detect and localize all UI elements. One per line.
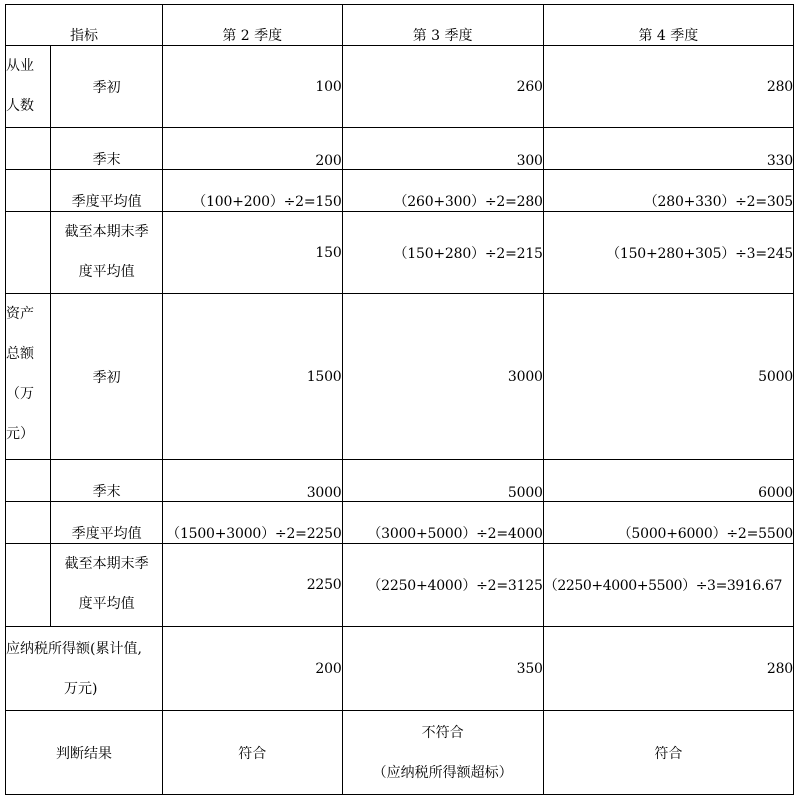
table-cell: 300 bbox=[342, 128, 543, 170]
table-cell: （2250+4000+5500）÷3=3916.67 bbox=[543, 544, 793, 627]
judgement-label: 判断结果 bbox=[6, 711, 163, 795]
table-row bbox=[6, 544, 794, 627]
table-row bbox=[6, 711, 794, 795]
empty-category-cell bbox=[6, 502, 51, 544]
table-row bbox=[6, 294, 794, 460]
table-cell: （5000+6000）÷2=5500 bbox=[543, 502, 793, 544]
table-cell: （1500+3000）÷2=2250 bbox=[163, 502, 343, 544]
empty-category-cell bbox=[6, 460, 51, 502]
q2-header: 第 2 季度 bbox=[163, 5, 343, 46]
table-cell: 1500 bbox=[163, 294, 343, 460]
row-label: 截至本期末季 度平均值 bbox=[51, 212, 163, 294]
table-cell: 100 bbox=[163, 46, 343, 128]
row-label: 季度平均值 bbox=[51, 502, 163, 544]
table-cell: 260 bbox=[342, 46, 543, 128]
table-row bbox=[6, 128, 794, 170]
row-label: 季初 bbox=[51, 46, 163, 128]
row-label: 季末 bbox=[51, 460, 163, 502]
table-cell: 350 bbox=[342, 627, 543, 711]
table-row bbox=[6, 212, 794, 294]
empty-category-cell bbox=[6, 212, 51, 294]
table-cell: （260+300）÷2=280 bbox=[342, 170, 543, 212]
assets-category-label: 资产 总额 （万 元） bbox=[6, 294, 51, 460]
table-cell: 5000 bbox=[543, 294, 793, 460]
table-cell: 6000 bbox=[543, 460, 793, 502]
table-cell: （100+200）÷2=150 bbox=[163, 170, 343, 212]
table-cell: 280 bbox=[543, 46, 793, 128]
empty-category-cell bbox=[6, 544, 51, 627]
taxable-income-label: 应纳税所得额(累计值, 万元) bbox=[6, 627, 163, 711]
table-cell: 200 bbox=[163, 128, 343, 170]
table-row bbox=[6, 46, 794, 128]
header-row bbox=[6, 5, 794, 46]
empty-category-cell bbox=[6, 128, 51, 170]
row-label: 季度平均值 bbox=[51, 170, 163, 212]
table-row bbox=[6, 460, 794, 502]
table-cell: 2250 bbox=[163, 544, 343, 627]
table-cell: （150+280）÷2=215 bbox=[342, 212, 543, 294]
table-cell: 3000 bbox=[342, 294, 543, 460]
table-cell: （150+280+305）÷3=245 bbox=[543, 212, 793, 294]
table-cell: 150 bbox=[163, 212, 343, 294]
table-cell: 5000 bbox=[342, 460, 543, 502]
table-cell: 280 bbox=[543, 627, 793, 711]
judgement-q3: 不符合 （应纳税所得额超标） bbox=[342, 711, 543, 795]
table-row bbox=[6, 627, 794, 711]
judgement-q2: 符合 bbox=[163, 711, 343, 795]
empty-category-cell bbox=[6, 170, 51, 212]
row-label: 季初 bbox=[51, 294, 163, 460]
q4-header: 第 4 季度 bbox=[543, 5, 793, 46]
employees-category-label: 从业 人数 bbox=[6, 46, 51, 128]
table-cell: 3000 bbox=[163, 460, 343, 502]
table-row bbox=[6, 170, 794, 212]
table-cell: （280+330）÷2=305 bbox=[543, 170, 793, 212]
table-cell: 200 bbox=[163, 627, 343, 711]
indicator-header: 指标 bbox=[6, 5, 163, 46]
row-label: 截至本期末季 度平均值 bbox=[51, 544, 163, 627]
q3-header: 第 3 季度 bbox=[342, 5, 543, 46]
table-cell: 330 bbox=[543, 128, 793, 170]
row-label: 季末 bbox=[51, 128, 163, 170]
table-cell: （2250+4000）÷2=3125 bbox=[342, 544, 543, 627]
quarterly-data-table bbox=[5, 4, 794, 795]
table-cell: （3000+5000）÷2=4000 bbox=[342, 502, 543, 544]
judgement-q4: 符合 bbox=[543, 711, 793, 795]
table-row bbox=[6, 502, 794, 544]
